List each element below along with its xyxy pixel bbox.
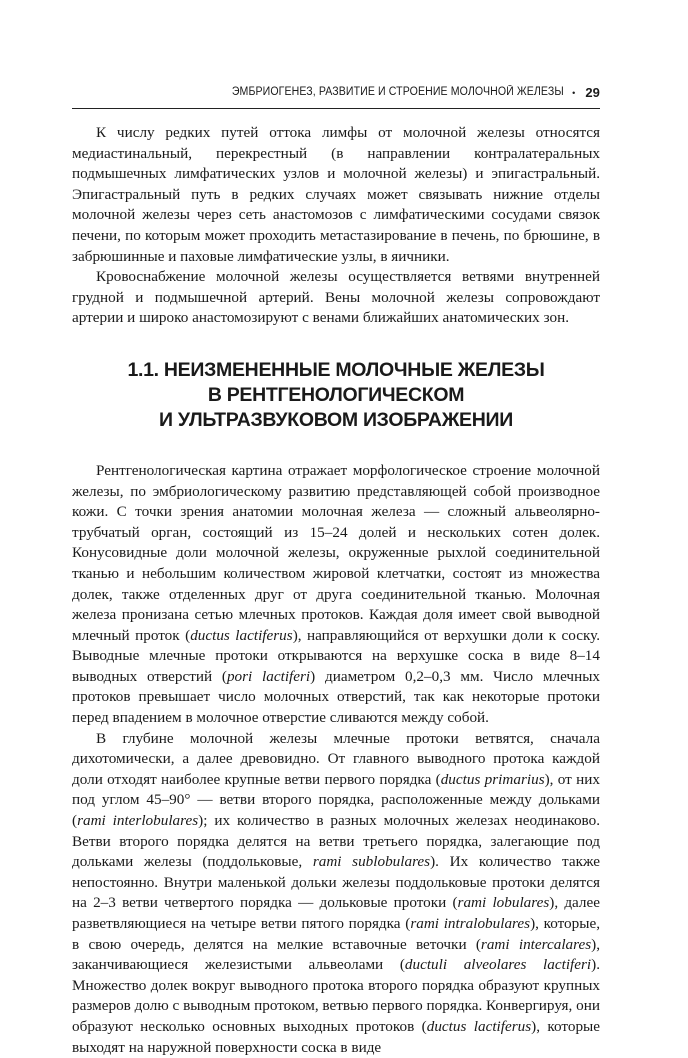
section-heading-line-3: И УЛЬТРАЗВУКОВОМ ИЗОБРАЖЕНИИ xyxy=(159,408,513,431)
running-title: ЭМБРИОГЕНЕЗ, РАЗВИТИЕ И СТРОЕНИЕ МОЛОЧНОЙ ЖЕЛЕЗЫ xyxy=(232,86,565,98)
latin-term: rami intercalares xyxy=(480,935,592,953)
text-run: ). Множество долек вокруг выводного протока второго порядка образуют крупных размеров долю с выводным протоком, ветвью первого порядка. Конвергируя, они образуют несколько основных выходных протоков ( xyxy=(72,956,601,1035)
latin-term: ductus lactiferus xyxy=(190,626,293,644)
latin-term: rami intralobulares xyxy=(410,915,531,932)
latin-term: rami interlobulares xyxy=(77,812,199,830)
text-run: ). Их количество также непостоянно. Внутри маленькой дольки железы поддольковые протоки делятся на 2–3 ветви четвертого порядка — дольковые протоки ( xyxy=(72,853,600,912)
section-heading xyxy=(72,358,600,433)
text-run: ), которые, в свою очередь, делятся на мелкие вставочные веточки ( xyxy=(72,915,600,953)
text-run: ); их количество в разных молочных железах неодинаково. Ветви второго порядка делятся на ветви третьего порядка, залегающие под дольками железы (поддольковые, xyxy=(72,812,600,871)
text-run: ), от них под углом 45–90° — ветви второго порядка, расположенные между дольками ( xyxy=(72,770,600,830)
section-heading-line-1: 1.1. НЕИЗМЕНЕННЫЕ МОЛОЧНЫЕ ЖЕЛЕЗЫ xyxy=(127,358,545,381)
paragraph-xray-picture xyxy=(72,461,600,729)
page-number: 29 xyxy=(585,85,600,100)
latin-term: ductus primarius xyxy=(440,770,545,788)
text-run: В глубине молочной железы млечные протоки ветвятся, сначала дихотомически, а далее древовидно. От главного выводного протока каждой доли отходят наиболее крупные ветви первого порядка ( xyxy=(72,729,600,788)
paragraph-lymph-outflow: К числу редких путей оттока лимфы от молочной железы относятся медиастинальный, перекрестный (в направлении контралатеральных подмышечных лимфатических узлов и молочной железы) и эпигастральный. Эпигастральный путь в редких случаях может связывать нижние отделы молочной железы через сеть анастомозов с лимфатическими сосудами связок печени, по которым может проходить метастазирование в печень, по брюшине, в забрюшинные и паховые лимфатические узлы, в яичники. xyxy=(72,124,600,265)
running-header xyxy=(72,86,600,109)
section-heading-line-2: В РЕНТГЕНОЛОГИЧЕСКОМ xyxy=(207,383,465,406)
text-run: ), заканчивающиеся железистыми альвеолами ( xyxy=(72,935,600,974)
paragraph-blood-supply: Кровоснабжение молочной железы осуществляется ветвями внутренней грудной и подмышечной артерий. Вены молочной железы сопровождают артерии и широко анастомозируют с венами ближайших анатомических зон. xyxy=(72,268,600,327)
page-body xyxy=(72,123,600,1058)
text-run: Рентгенологическая картина отражает морфологическое строение молочной железы, по эмбриологическому развитию представляющей собой производное кожи. С точки зрения анатомии молочная железа — сложный альвеолярно-трубчатый орган, состоящий из 15–24 долей и нескольких сотен долек. Конусовидные доли молочной железы, окруженные рыхлой соединительной тканью и небольшим количеством жировой клетчатки, состоят из множества долек, также отделенных друг от друга соединительной тканью. Молочная железа пронизана сетью млечных протоков. Каждая доля имеет свой выводной млечный проток ( xyxy=(72,461,600,644)
latin-term: rami sublobulares xyxy=(312,853,431,871)
latin-term: rami lobulares xyxy=(457,894,550,912)
latin-term: pori lactiferi xyxy=(226,667,311,685)
text-run: ) диаметром 0,2–0,3 мм. Число млечных протоков превышает число молочных отверстий, так как некоторые протоки перед впадением в молочное отверстие сливаются между собой. xyxy=(72,667,600,727)
paragraph-duct-branching xyxy=(72,729,600,1058)
text-run: ), которые выходят на наружной поверхности соска в виде xyxy=(72,1017,600,1056)
text-run: ), направляющийся от верхушки доли к соску. Выводные млечные протоки открываются на верхушке соска в виде 8–14 выводных отверстий ( xyxy=(72,626,601,685)
latin-term: ductuli alveolares lactiferi xyxy=(404,956,592,974)
latin-term: ductus lactiferus xyxy=(426,1017,532,1035)
text-run: ), далее разветвляющиеся на четыре ветви пятого порядка ( xyxy=(72,894,600,932)
header-bullet: • xyxy=(572,88,576,98)
